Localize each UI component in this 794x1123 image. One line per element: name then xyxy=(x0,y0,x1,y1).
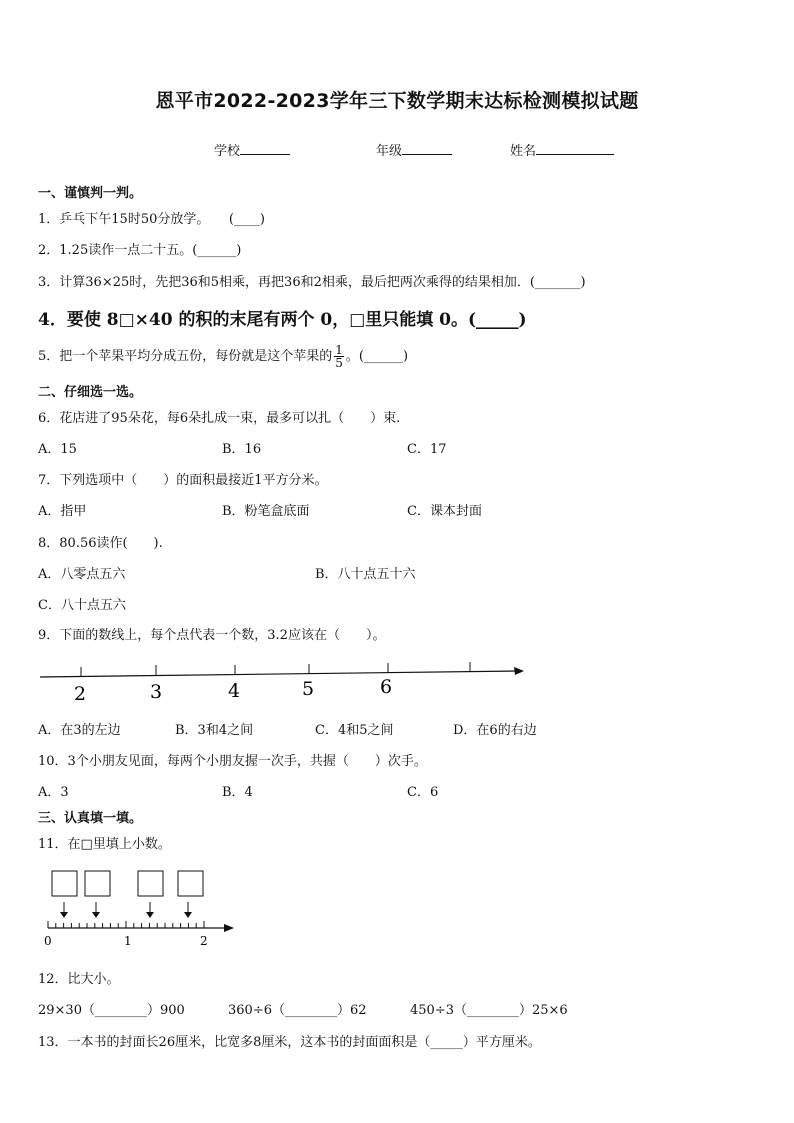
school-blank[interactable] xyxy=(240,154,290,155)
grade-label: 年级 xyxy=(376,144,403,159)
tick-label-2: 2 xyxy=(200,934,208,948)
q8-option-a[interactable]: A．八零点五六 xyxy=(38,567,126,582)
q11-number-line-figure xyxy=(38,866,240,950)
section3-heading: 三、认真填一填。 xyxy=(38,811,143,826)
school-field xyxy=(214,140,290,159)
q7-option-c[interactable]: C．课本封面 xyxy=(407,504,482,519)
question-8: 8．80.56读作( ). xyxy=(38,536,163,551)
name-blank[interactable] xyxy=(536,154,614,155)
question-13: 13．一本书的封面长26厘米，比宽多8厘米，这本书的封面面积是（_____）平方厘米。 xyxy=(38,1035,541,1050)
name-label: 姓名 xyxy=(510,144,537,159)
question-7: 7．下列选项中（ ）的面积最接近1平方分米。 xyxy=(38,473,328,488)
q6-option-c[interactable]: C．17 xyxy=(407,442,447,457)
school-label: 学校 xyxy=(214,144,241,159)
q6-option-a[interactable]: A．15 xyxy=(38,442,77,457)
answer-box-2[interactable] xyxy=(85,871,110,896)
q8-option-b[interactable]: B．八十点五十六 xyxy=(315,567,416,582)
q7-option-a[interactable]: A．指甲 xyxy=(38,504,87,519)
question-5-text: 5．把一个苹果平均分成五份，每份就是这个苹果的 xyxy=(38,349,333,364)
tick-label-1: 1 xyxy=(124,934,132,948)
question-6: 6．花店进了95朵花，每6朵扎成一束，最多可以扎（ ）束. xyxy=(38,411,401,426)
q9-option-d[interactable]: D．在6的右边 xyxy=(453,723,537,738)
answer-box-4[interactable] xyxy=(178,871,203,896)
arrow-down-icon xyxy=(184,912,192,918)
q9-number-line xyxy=(36,655,530,705)
compare-item-3: 450÷3（________）25×6 xyxy=(410,1003,568,1018)
question-4: 4．要使 8□×40 的积的末尾有两个 0，□里只能填 0。(_____) xyxy=(38,310,527,330)
arrow-down-icon xyxy=(92,912,100,918)
q9-option-b[interactable]: B．3和4之间 xyxy=(175,723,254,738)
number-line-arrow xyxy=(224,924,234,932)
question-2: 2．1.25读作一点二十五。(______) xyxy=(38,243,242,258)
question-5 xyxy=(38,344,408,369)
arrow-down-icon xyxy=(60,912,68,918)
name-field xyxy=(510,140,614,159)
question-11: 11．在□里填上小数。 xyxy=(38,837,171,852)
question-9: 9．下面的数线上，每个点代表一个数，3.2应该在（ ）。 xyxy=(38,628,386,643)
tick-label-6: 6 xyxy=(380,676,393,698)
number-line-ticks xyxy=(48,921,204,928)
tick-label-5: 5 xyxy=(302,678,315,700)
section2-heading: 二、仔细选一选。 xyxy=(38,385,143,400)
q10-option-c[interactable]: C．6 xyxy=(407,785,439,800)
answer-box-3[interactable] xyxy=(138,871,163,896)
arrow-down-icon xyxy=(146,912,154,918)
question-12: 12．比大小。 xyxy=(38,972,120,987)
answer-box-1[interactable] xyxy=(52,871,77,896)
grade-blank[interactable] xyxy=(402,154,452,155)
question-3: 3．计算36×25时，先把36和5相乘，再把36和2相乘，最后把两次乘得的结果相加．(_______) xyxy=(38,275,586,290)
section1-heading: 一、谨慎判一判。 xyxy=(38,186,143,201)
question-10: 10．3个小朋友见面，每两个小朋友握一次手，共握（ ）次手。 xyxy=(38,754,427,769)
page-title: 恩平市2022-2023学年三下数学期末达标检测模拟试题 xyxy=(155,90,639,112)
question-1: 1．乒乓下午15时50分放学。 (____) xyxy=(38,212,265,227)
q7-option-b[interactable]: B．粉笔盒底面 xyxy=(222,504,310,519)
q8-option-c[interactable]: C．八十点五六 xyxy=(38,598,126,613)
number-line-arrow xyxy=(514,667,524,675)
q10-option-a[interactable]: A．3 xyxy=(38,785,69,800)
tick-label-3: 3 xyxy=(150,681,163,703)
tick-label-4: 4 xyxy=(228,680,241,702)
fraction-one-fifth: $\frac{1}{5}$ xyxy=(335,343,343,370)
grade-field xyxy=(376,140,452,159)
number-line-axis xyxy=(40,671,516,677)
tick-label-0: 0 xyxy=(44,934,52,948)
q6-option-b[interactable]: B．16 xyxy=(222,442,262,457)
compare-item-1: 29×30（________）900 xyxy=(38,1003,185,1018)
question-5-blank: 。(______) xyxy=(345,349,409,364)
compare-item-2: 360÷6（________）62 xyxy=(228,1003,367,1018)
tick-label-2: 2 xyxy=(74,683,87,705)
q9-option-c[interactable]: C．4和5之间 xyxy=(315,723,394,738)
q9-option-a[interactable]: A．在3的左边 xyxy=(38,723,121,738)
q10-option-b[interactable]: B．4 xyxy=(222,785,253,800)
